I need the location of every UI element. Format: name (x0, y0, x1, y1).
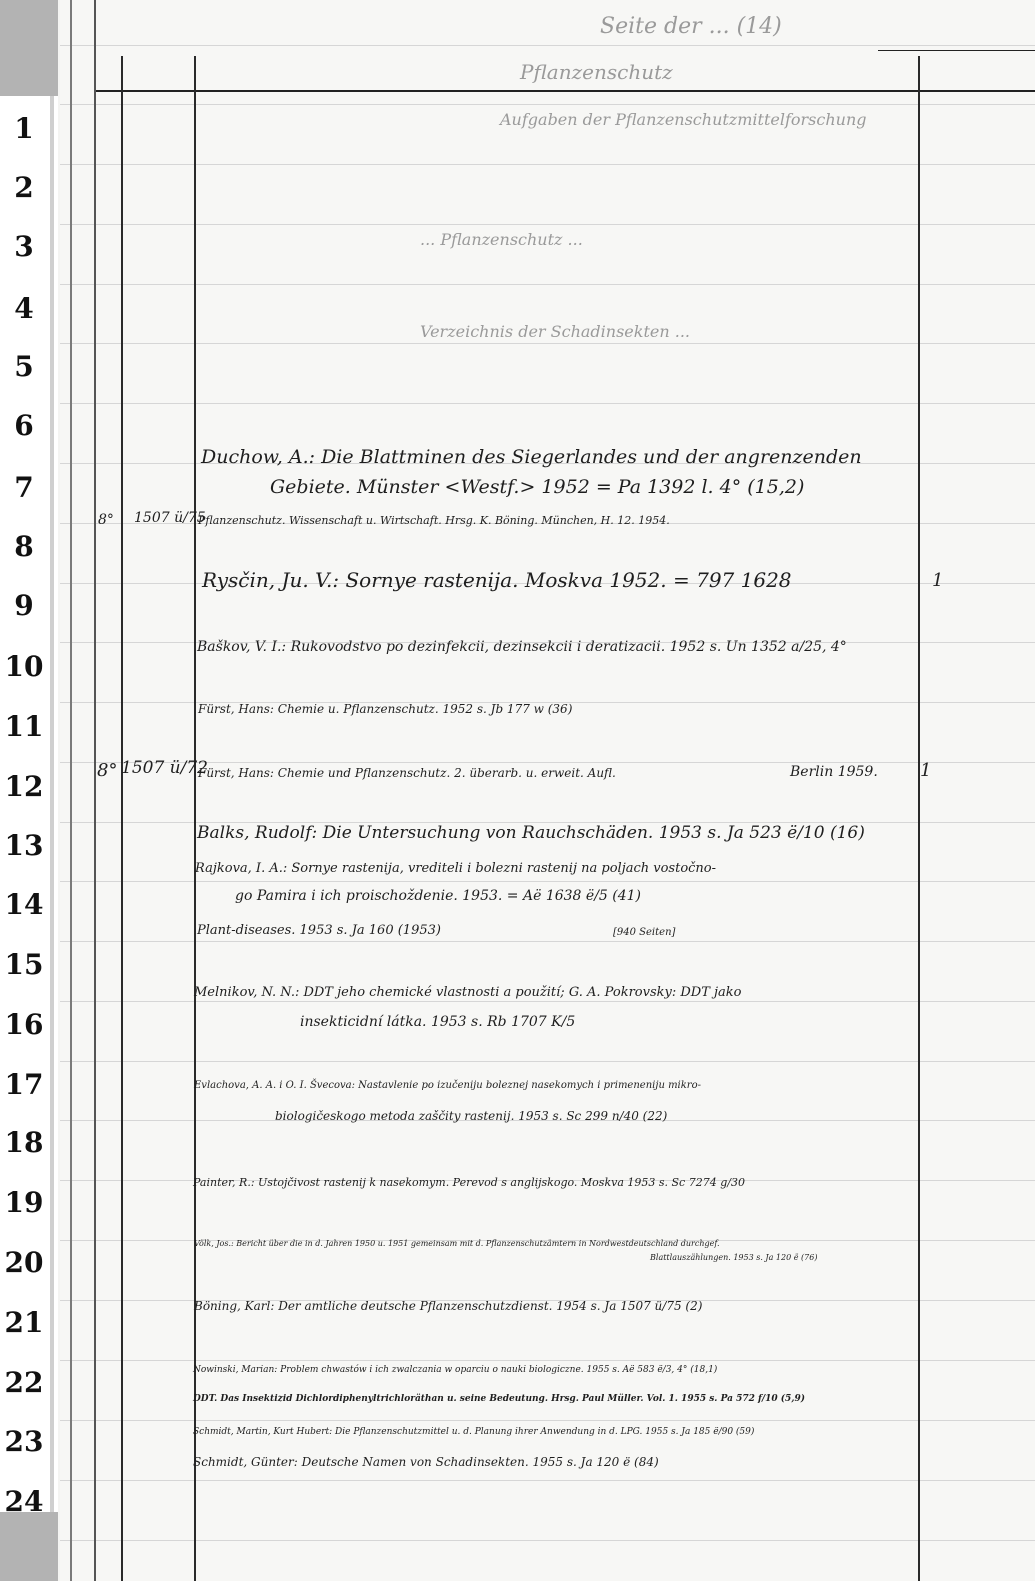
entry-note: [940 Seiten] (613, 927, 676, 938)
ruled-line (60, 45, 1035, 46)
column-line-count (918, 56, 920, 1581)
entry-line: Baškov, V. I.: Rukovodstvo po dezinfekcii, dezinsekcii i deratizacii. 1952 s. Un 1352 a/25, 4° (197, 639, 847, 655)
ruled-line (60, 403, 1035, 404)
line-number: 17 (4, 1068, 44, 1101)
entry-line: Painter, R.: Ustojčivost rastenij k nasekomym. Perevod s anglijskogo. Moskva 1953 s. Sc 7274 g/30 (193, 1176, 745, 1189)
ruled-line (60, 1360, 1035, 1361)
entry-line: Evlachova, A. A. i O. I. Švecova: Nastavlenie po izučeniju boleznej nasekomych i primeneniju mikro- (194, 1080, 701, 1091)
copy-count: 1 (920, 760, 932, 781)
line-number: 8 (14, 530, 34, 563)
ruled-line (60, 1001, 1035, 1002)
ruled-line (60, 343, 1035, 344)
line-number: 5 (14, 350, 34, 383)
strip-top-shade (0, 0, 58, 96)
ruled-line (60, 1540, 1035, 1541)
faint-row-text: ... Pflanzenschutz ... (420, 230, 583, 249)
line-number: 20 (4, 1246, 44, 1279)
faint-row-text: Verzeichnis der Schadinsekten ... (420, 322, 690, 341)
entry-line: Plant-diseases. 1953 s. Ja 160 (1953) (197, 923, 441, 938)
line-number: 7 (14, 471, 34, 504)
strip-bottom-shade (0, 1512, 58, 1581)
entry-line: Schmidt, Günter: Deutsche Namen von Schadinsekten. 1955 s. Ja 120 ë (84) (193, 1455, 659, 1469)
faint-subheading: Pflanzenschutz (520, 60, 673, 84)
line-number-strip (0, 0, 58, 1581)
line-number: 9 (14, 589, 34, 622)
ruled-line (60, 1061, 1035, 1062)
entry-line: Melnikov, N. N.: DDT jeho chemické vlastnosti a použití; G. A. Pokrovsky: DDT jako (194, 985, 742, 1000)
line-number: 18 (4, 1126, 44, 1159)
ruled-line (60, 284, 1035, 285)
entry-line: biologičeskogo metoda zaščity rastenij. 1953 s. Sc 299 n/40 (22) (275, 1109, 668, 1123)
entry-line: Gebiete. Münster <Westf.> 1952 = Pa 1392 l. 4° (15,2) (270, 476, 805, 498)
format-mark: 8° (98, 512, 114, 528)
line-number: 1 (14, 112, 34, 145)
entry-line: go Pamira i ich proischoždenie. 1953. = Aë 1638 ë/5 (41) (235, 888, 641, 904)
entry-line: Fürst, Hans: Chemie u. Pflanzenschutz. 1952 s. Jb 177 w (36) (198, 702, 573, 716)
margin-line (94, 0, 96, 1581)
column-line-format (121, 56, 123, 1581)
call-number: 1507 ü/75 (134, 510, 206, 526)
strip-edge (50, 96, 54, 1516)
line-number: 4 (14, 292, 34, 325)
entry-line: Nowinski, Marian: Problem chwastów i ich zwalczania w oparciu o nauki biologiczne. 1955 s. Aë 583 ë/3, 4° (18,1) (193, 1365, 718, 1375)
line-number: 13 (4, 829, 44, 862)
line-number: 19 (4, 1186, 44, 1219)
line-number: 22 (4, 1366, 44, 1399)
ruled-line (60, 104, 1035, 105)
entry-line: Duchow, A.: Die Blattminen des Siegerlandes und der angrenzenden (201, 446, 862, 468)
entry-line: Rysčin, Ju. V.: Sornye rastenija. Moskva 1952. = 797 1628 (202, 568, 792, 592)
faint-heading: Seite der ... (14) (600, 14, 782, 39)
line-number: 2 (14, 171, 34, 204)
entry-line: Balks, Rudolf: Die Untersuchung von Rauchschäden. 1953 s. Ja 523 ë/10 (16) (197, 823, 865, 843)
column-line-title (194, 56, 196, 1581)
line-number: 24 (4, 1485, 44, 1518)
entry-line: Böning, Karl: Der amtliche deutsche Pflanzenschutzdienst. 1954 s. Ja 1507 ü/75 (2) (194, 1299, 703, 1313)
ruled-line (60, 224, 1035, 225)
entry-line: Fürst, Hans: Chemie und Pflanzenschutz. 2. überarb. u. erweit. Aufl. (198, 766, 616, 780)
ruled-line (60, 164, 1035, 165)
page-edge-line (70, 0, 72, 1581)
line-number: 16 (4, 1008, 44, 1041)
line-number: 15 (4, 948, 44, 981)
header-rule (95, 90, 1035, 92)
entry-line: Rajkova, I. A.: Sornye rastenija, vrediteli i bolezni rastenij na poljach vostočno- (195, 861, 717, 876)
call-number: 1507 ü/72 (121, 758, 208, 778)
entry-line: insekticidní látka. 1953 s. Rb 1707 K/5 (300, 1014, 576, 1030)
line-number: 21 (4, 1306, 44, 1339)
line-number: 10 (4, 650, 44, 683)
faint-row-text: Aufgaben der Pflanzenschutzmittelforschung (500, 110, 867, 129)
line-number: 11 (4, 710, 44, 743)
line-number: 12 (4, 770, 44, 803)
ruled-line (60, 941, 1035, 942)
line-number: 14 (4, 888, 44, 921)
entry-place-date: Berlin 1959. (790, 764, 878, 780)
header-rule-short (878, 50, 1035, 51)
ruled-line (60, 1420, 1035, 1421)
entry-line: DDT. Das Insektizid Dichlordiphenyltrichloräthan u. seine Bedeutung. Hrsg. Paul Müller. Vol. 1. 1955 s. Pa 572 f/10 (5,9) (193, 1394, 805, 1404)
line-number: 3 (14, 230, 34, 263)
entry-line: Pflanzenschutz. Wissenschaft u. Wirtschaft. Hrsg. K. Böning. München, H. 12. 1954. (198, 514, 670, 527)
entry-line: Schmidt, Martin, Kurt Hubert: Die Pflanzenschutzmittel u. d. Planung ihrer Anwendung in d. LPG. 1955 s. Ja 185 ë/90 (59) (193, 1427, 755, 1437)
ruled-line (60, 1480, 1035, 1481)
entry-line: Völk, Jos.: Bericht über die in d. Jahren 1950 u. 1951 gemeinsam mit d. Pflanzenschutzämtern in Nordwestdeutschland durchgef. (194, 1239, 720, 1248)
line-number: 23 (4, 1425, 44, 1458)
line-number: 6 (14, 409, 34, 442)
entry-line: Blattlauszählungen. 1953 s. Ja 120 ë (76) (650, 1253, 818, 1262)
format-mark: 8° (97, 760, 118, 781)
copy-count: 1 (932, 570, 944, 591)
ruled-line (60, 881, 1035, 882)
